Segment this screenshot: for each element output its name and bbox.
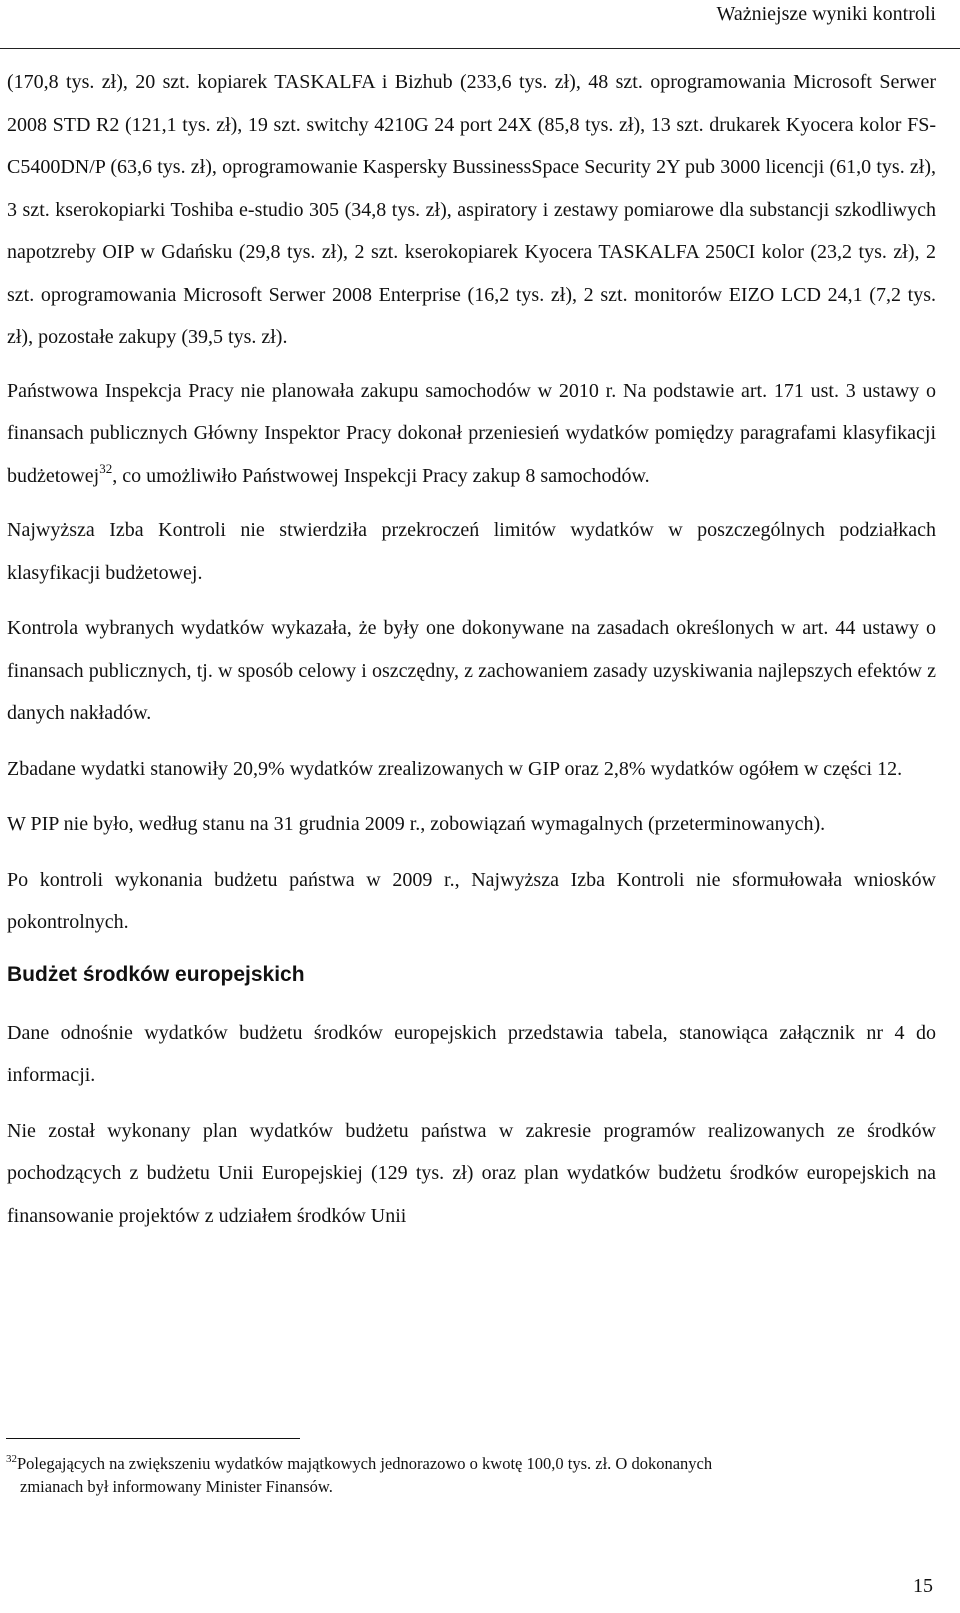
footnote-text-line2: zmianach był informowany Minister Finansów. xyxy=(20,1477,333,1496)
footnote-divider xyxy=(6,1438,300,1439)
paragraph-purchases-list: (170,8 tys. zł), 20 szt. kopiarek TASKALFA i Bizhub (233,6 tys. zł), 48 szt. oprogramowania Microsoft Serwer 2008 STD R2 (121,1 tys. zł), 19 szt. switchy 4210G 24 port 24X (85,8 tys. zł), 13 szt. drukarek Kyocera kolor FS-C5400DN/P (63,6 tys. zł), oprogramowanie Kaspersky BussinessSpace Security 2Y pub 3000 licencji (61,0 tys. zł), 3 szt. kserokopiarki Toshiba e-studio 305 (34,8 tys. zł), aspiratory i zestawy pomiarowe dla substancji szkodliwych napotzreby OIP w Gdańsku (29,8 tys. zł), 2 szt. kserokopiarek Kyocera TASKALFA 250CI kolor (23,2 tys. zł), 2 szt. oprogramowania Microsoft Serwer 2008 Enterprise (16,2 tys. zł), 2 szt. monitorów EIZO LCD 24,1 (7,2 tys. zł), pozostałe zakupy (39,5 tys. zł). xyxy=(7,71,936,348)
paragraph-vehicles xyxy=(7,370,936,498)
paragraph-liabilities: W PIP nie było, według stanu na 31 grudnia 2009 r., zobowiązań wymagalnych (przeterminowanych). xyxy=(7,813,826,835)
paragraph-no-recommendations: Po kontroli wykonania budżetu państwa w 2009 r., Najwyższa Izba Kontroli nie sformułowała wniosków pokontrolnych. xyxy=(7,868,936,933)
footnote-reference[interactable]: 32 xyxy=(99,460,113,476)
header-title: Ważniejsze wyniki kontroli xyxy=(716,3,936,25)
paragraph-eu-plan-not-executed: Nie został wykonany plan wydatków budżetu państwa w zakresie programów realizowanych ze środków pochodzących z budżetu Unii Europejskiej (129 tys. zł) oraz plan wydatków budżetu środków europejskich na finansowanie projektów z udziałem środków Unii xyxy=(7,1119,936,1227)
footnote xyxy=(6,1452,936,1498)
page-number: 15 xyxy=(913,1575,933,1597)
paragraph-no-limit-exceeded: Najwyższa Izba Kontroli nie stwierdziła przekroczeń limitów wydatków w poszczególnych podziałkach klasyfikacji budżetowej. xyxy=(7,519,936,584)
paragraph-vehicles-text-after: , co umożliwiło Państwowej Inspekcji Pracy zakup 8 samochodów. xyxy=(112,464,650,487)
paragraph-vehicles-text-before: Państwowa Inspekcja Pracy nie planowała zakupu samochodów w 2010 r. Na podstawie art. 171 ust. 3 ustawy o finansach publicznych Główny Inspektor Pracy dokonał przeniesień wydatków pomiędzy paragrafami klasyfikacji budżetowej xyxy=(7,379,936,487)
paragraph-expenditure-control: Kontrola wybranych wydatków wykazała, że były one dokonywane na zasadach określonych w art. 44 ustawy o finansach publicznych, tj. w sposób celowy i oszczędny, z zachowaniem zasady uzyskiwania najlepszych efektów z danych nakładów. xyxy=(7,617,936,724)
paragraph-eu-table-reference: Dane odnośnie wydatków budżetu środków europejskich przedstawia tabela, stanowiąca załącznik nr 4 do informacji. xyxy=(7,1021,936,1086)
section-heading-eu-budget: Budżet środków europejskich xyxy=(7,962,305,986)
page-header xyxy=(0,0,960,49)
paragraph-audited-share: Zbadane wydatki stanowiły 20,9% wydatków zrealizowanych w GIP oraz 2,8% wydatków ogółem w części 12. xyxy=(7,757,903,780)
footnote-marker: 32 xyxy=(6,1453,17,1465)
page-body xyxy=(7,61,936,1250)
footnote-text-line1: Polegających na zwiększeniu wydatków majątkowych jednorazowo o kwotę 100,0 tys. zł. O dokonanych xyxy=(17,1454,713,1473)
